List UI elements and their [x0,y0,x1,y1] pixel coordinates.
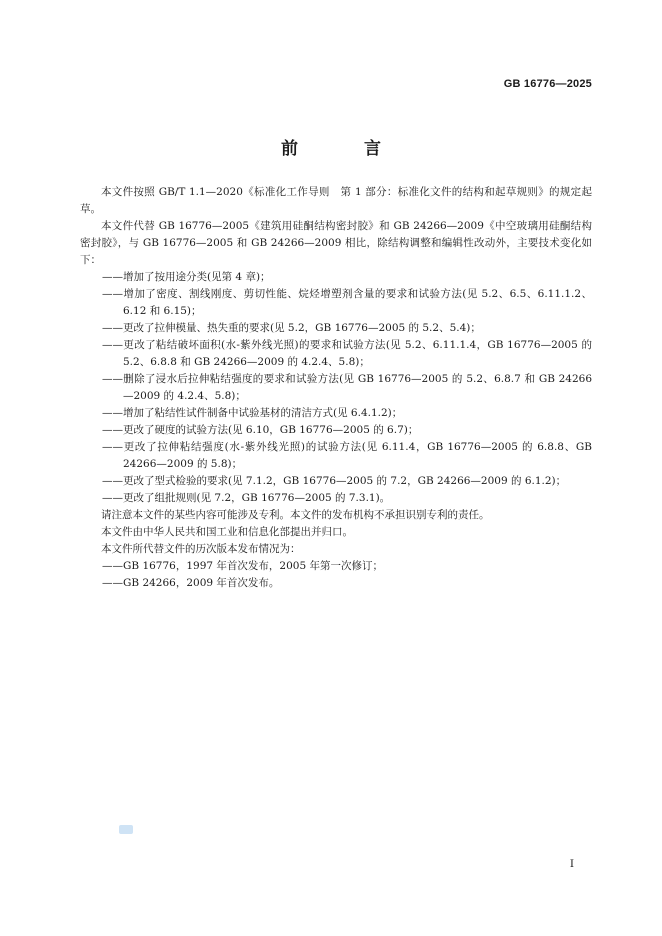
list-item: ——增加了密度、割线刚度、剪切性能、烷烃增塑剂含量的要求和试验方法(见 5.2、6.5、6.11.1.2、6.12 和 6.15)； [102,288,592,317]
list-item: ——GB 16776，1997 年首次发布，2005 年第一次修订； [102,560,383,572]
standard-code: GB 16776—2025 [503,78,592,90]
history-list [80,558,592,592]
list-item: ——删除了浸水后拉伸粘结强度的要求和试验方法(见 GB 16776—2005 的 5.2、6.8.7 和 GB 24266—2009 的 4.2.4、5.8)； [102,373,592,402]
patent-notice: 请注意本文件的某些内容可能涉及专利。本文件的发布机构不承担识别专利的责任。 [101,509,490,521]
page-title: 前 言 [281,139,411,159]
list-item: ——更改了型式检验的要求(见 7.1.2，GB 16776—2005 的 7.2，GB 24266—2009 的 6.1.2)； [102,475,567,487]
replacement-paragraph: 本文件代替 GB 16776—2005《建筑用硅酮结构密封胶》和 GB 24266—2009《中空玻璃用硅酮结构密封胶》，与 GB 16776—2005 和 GB 24266—2009 相比，除结构调整和编辑性改动外，主要技术变化如下： [80,220,592,266]
changes-list [80,269,592,507]
list-item: ——GB 24266，2009 年首次发布。 [102,577,280,589]
watermark-logo [119,825,133,834]
page-number: I [569,858,574,870]
list-item: ——增加了粘结性试件制备中试验基材的清洁方式(见 6.4.1.2)； [102,407,403,419]
list-item: ——更改了粘结破坏面积(水-紫外线光照)的要求和试验方法(见 5.2、6.11.1.4，GB 16776—2005 的 5.2、6.8.8 和 GB 24266—2009 的 4.2.4、5.8)； [102,339,592,368]
list-item: ——更改了拉伸粘结强度(水-紫外线光照)的试验方法(见 6.11.4，GB 16776—2005 的 6.8.8、GB 24266—2009 的 5.8)； [102,441,592,470]
list-item: ——更改了组批规则(见 7.2，GB 16776—2005 的 7.3.1)。 [102,492,391,504]
history-intro: 本文件所代替文件的历次版本发布情况为： [101,543,301,555]
list-item: ——更改了硬度的试验方法(见 6.10，GB 16776—2005 的 6.7)； [102,424,419,436]
foreword-body [80,184,592,592]
intro-paragraph: 本文件按照 GB/T 1.1—2020《标准化工作导则 第 1 部分：标准化文件的结构和起草规则》的规定起草。 [80,186,592,215]
list-item: ——增加了按用途分类(见第 4 章)； [102,271,271,283]
proposer-statement: 本文件由中华人民共和国工业和信息化部提出并归口。 [101,526,353,538]
list-item: ——更改了拉伸模量、热失重的要求(见 5.2，GB 16776—2005 的 5.2、5.4)； [102,322,481,334]
